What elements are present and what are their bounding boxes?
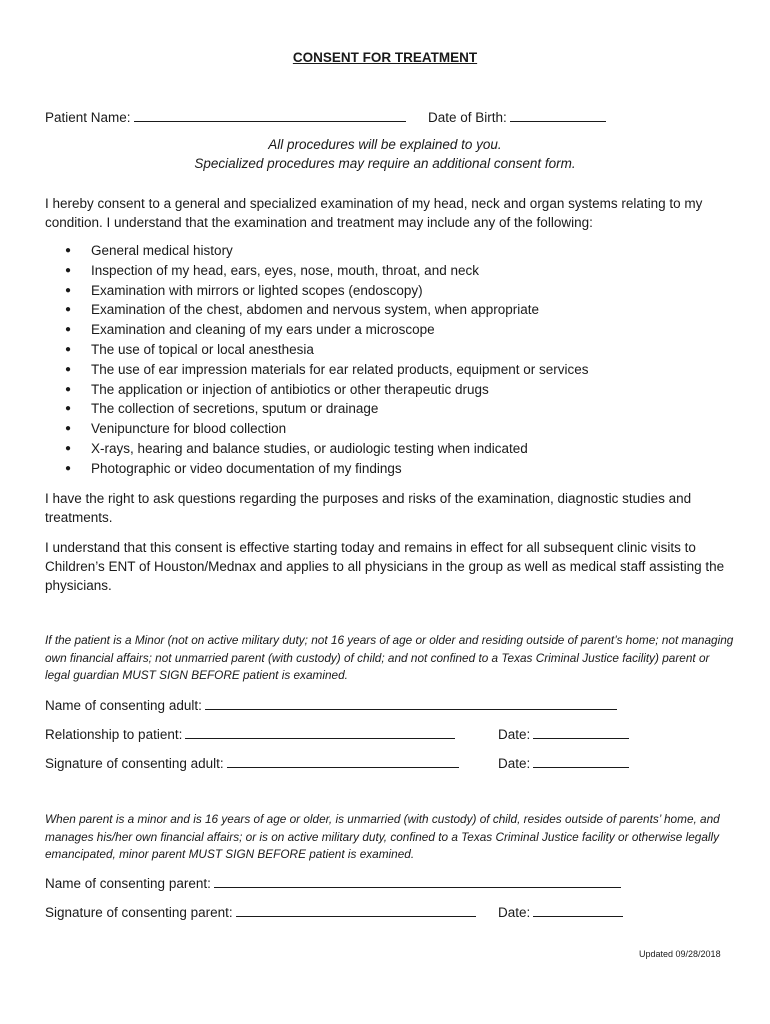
bullet-icon: ● — [64, 403, 72, 415]
bullet-icon: ● — [64, 363, 72, 375]
procedures-list — [45, 241, 588, 479]
form-title: CONSENT FOR TREATMENT — [292, 50, 478, 65]
bullet-icon: ● — [64, 383, 72, 395]
bullet-icon: ● — [64, 245, 72, 256]
consenting-adult-signature-line[interactable] — [227, 755, 459, 768]
list-item: ● Examination and cleaning of my ears under a microscope — [45, 320, 588, 340]
relationship-line[interactable] — [185, 726, 455, 739]
list-item: ● Examination with mirrors or lighted scopes (endoscopy) — [45, 281, 588, 301]
relationship-date-field[interactable] — [498, 726, 629, 742]
parent-signature-date-field[interactable] — [498, 904, 623, 920]
date-of-birth-line[interactable] — [510, 109, 606, 122]
consenting-adult-name-label: Name of consenting adult: — [45, 698, 202, 713]
consent-intro-paragraph: I hereby consent to a general and specialized examination of my head, neck and organ systems relating to my condition. I understand that the examination and treatment may include any of the following: — [45, 196, 703, 230]
list-item: ● Inspection of my head, ears, eyes, nose, mouth, throat, and neck — [45, 261, 588, 281]
additional-consent-note: Specialized procedures may require an additional consent form. — [194, 156, 576, 171]
relationship-label: Relationship to patient: — [45, 727, 183, 742]
consenting-adult-name-line[interactable] — [205, 697, 617, 710]
list-item: ● X-rays, hearing and balance studies, or audiologic testing when indicated — [45, 439, 588, 459]
list-item: ● General medical history — [45, 241, 588, 261]
consenting-parent-name-label: Name of consenting parent: — [45, 876, 211, 891]
minor-parent-notice: When parent is a minor and is 16 years of age or older, is unmarried (with custody) of child, resides outside of parents’ home, and manages his/her own financial affairs; or is on active military duty, confined to a Texas Criminal Justice facility or otherwise legally emancipated, minor parent MUST SIGN BEFORE patient is examined. — [45, 812, 720, 861]
patient-name-label: Patient Name: — [45, 110, 131, 125]
bullet-icon: ● — [64, 284, 72, 296]
rights-paragraph: I have the right to ask questions regarding the purposes and risks of the examination, diagnostic studies and treatments. — [45, 491, 692, 525]
consenting-parent-signature-line[interactable] — [236, 904, 476, 917]
bullet-icon: ● — [64, 264, 72, 276]
consenting-parent-name-line[interactable] — [214, 875, 621, 888]
date-of-birth-field[interactable] — [428, 109, 606, 125]
list-item: ● The use of ear impression materials for ear related products, equipment or services — [45, 360, 588, 380]
consenting-parent-name-field[interactable] — [45, 875, 621, 891]
procedures-explained-note: All procedures will be explained to you. — [268, 137, 502, 152]
bullet-icon: ● — [64, 462, 72, 474]
bullet-icon: ● — [64, 304, 72, 316]
list-item: ● The use of topical or local anesthesia — [45, 340, 588, 360]
relationship-field[interactable] — [45, 726, 455, 742]
list-item: ● Photographic or video documentation of my findings — [45, 459, 588, 479]
patient-name-field[interactable] — [45, 109, 406, 125]
bullet-icon: ● — [64, 423, 72, 435]
updated-date-footer: Updated 09/28/2018 — [639, 949, 721, 959]
consenting-parent-signature-field[interactable] — [45, 904, 476, 920]
consent-effective-paragraph: I understand that this consent is effective starting today and remains in effect for all subsequent clinic visits to Children’s ENT of Houston/Mednax and applies to all physicians in the group as well as medical staff assisting the physicians. — [45, 540, 725, 593]
patient-name-line[interactable] — [134, 109, 406, 122]
consenting-adult-signature-field[interactable] — [45, 755, 459, 771]
bullet-icon: ● — [64, 324, 72, 336]
bullet-icon: ● — [64, 343, 72, 355]
date-label: Date: — [498, 756, 531, 771]
date-line[interactable] — [533, 755, 629, 768]
date-line[interactable] — [533, 904, 623, 917]
consenting-adult-name-field[interactable] — [45, 697, 617, 713]
date-label: Date: — [498, 727, 531, 742]
consenting-parent-signature-label: Signature of consenting parent: — [45, 905, 233, 920]
date-label: Date: — [498, 905, 531, 920]
consenting-adult-signature-label: Signature of consenting adult: — [45, 756, 224, 771]
date-of-birth-label: Date of Birth: — [428, 110, 507, 125]
list-item: ● The collection of secretions, sputum or drainage — [45, 399, 588, 419]
list-item: ● The application or injection of antibiotics or other therapeutic drugs — [45, 380, 588, 400]
adult-signature-date-field[interactable] — [498, 755, 629, 771]
list-item: ● Venipuncture for blood collection — [45, 419, 588, 439]
list-item: ● Examination of the chest, abdomen and nervous system, when appropriate — [45, 300, 588, 320]
minor-patient-notice: If the patient is a Minor (not on active military duty; not 16 years of age or older and residing outside of parent’s home; not managing own financial affairs; not unmarried parent (with custody) of child; and not confined to a Texas Criminal Justice facility) parent or legal guardian MUST SIGN BEFORE patient is examined. — [45, 633, 734, 682]
bullet-icon: ● — [64, 442, 72, 454]
date-line[interactable] — [533, 726, 629, 739]
